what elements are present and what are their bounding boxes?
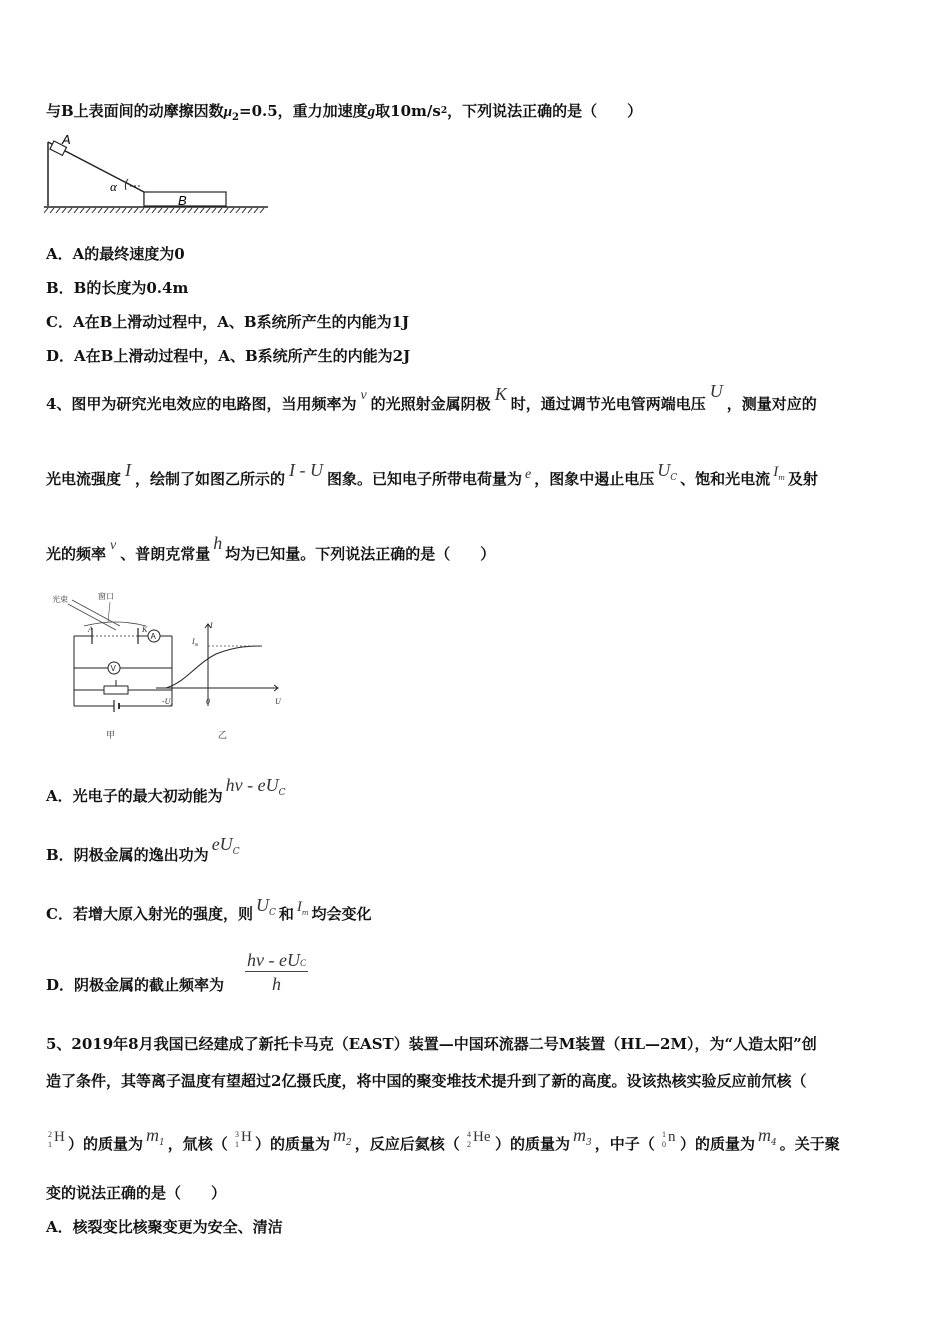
q4-stem-line3: 光的频率 v 、普朗克常量h均为已知量。下列说法正确的是（ ）: [46, 533, 496, 563]
q5-stem-line1: 5、2019年8月我国已经建成了新托卡马克（EAST）装置—中国环流器二号M装置（HL—2M），为“人造太阳”创: [46, 1035, 817, 1053]
fig-yi-label: 乙: [218, 731, 228, 741]
label-b: B: [178, 193, 187, 208]
q5-stem-line2: 造了条件，其等离子温度有望超过2亿摄氏度，将中国的聚变堆技术提升到了新的高度。设该热核实验反应前氘核（: [46, 1072, 807, 1090]
window-label: 窗口: [98, 592, 114, 601]
ammeter-label: A: [150, 632, 156, 641]
q3-stem: 与B上表面间的动摩擦因数$\mu_2=0.5$，重力加速度g取$10m/s^2$，下列说法正确的是（ ）: [46, 102, 643, 123]
nuclide-tritium: 3 1 H: [235, 1129, 252, 1149]
q4-stem-line2: 光电流强度 I ，绘制了如图乙所示的 I - U 图象。已知电子所带电荷量为 e ，图象中遏止电压 $U^C$ 、饱和光电流 $I^m$ 及射: [46, 460, 818, 488]
q4-option-a[interactable]: A．光电子的最大初动能为hv - $eU^C$: [46, 775, 286, 805]
i-axis-label: I: [210, 621, 213, 630]
u-axis-label: U: [275, 697, 281, 706]
q4-option-d-fraction: hv - eUC h: [247, 950, 306, 994]
photoelectric-figure: [46, 588, 296, 746]
voltmeter-label: V: [110, 664, 116, 673]
q4-stem-line1: 4、图甲为研究光电效应的电路图，当用频率为 v 的光照射金属阴极 K 时，通过调节光电管两端电压U，测量对应的: [46, 381, 817, 413]
q3-option-d[interactable]: D．A在B上滑动过程中，A、B系统所产生的内能为2J: [46, 347, 411, 365]
q4-option-d[interactable]: D．阴极金属的截止频率为: [46, 976, 225, 994]
incline-figure: [44, 130, 272, 214]
q5-option-a[interactable]: A．核裂变比核聚变更为安全、清洁: [46, 1218, 283, 1236]
label-alpha: α: [110, 179, 117, 194]
nuclide-neutron: 1 0 n: [662, 1129, 676, 1149]
anode-label: A: [88, 625, 93, 634]
nuclide-deuterium: 2 1 H: [48, 1129, 65, 1149]
q4-option-b[interactable]: B．阴极金属的逸出功为$eU^C$: [46, 834, 240, 864]
label-a: A: [62, 132, 71, 147]
fig-jia-label: 甲: [106, 731, 116, 741]
q3-option-c[interactable]: C．A在B上滑动过程中，A、B系统所产生的内能为1J: [46, 313, 410, 331]
q5-stem-line4: 变的说法正确的是（ ）: [46, 1184, 227, 1202]
nuclide-helium: 4 2 He: [467, 1129, 491, 1149]
q4-option-c[interactable]: C．若增大原入射光的强度，则 $U^C$ 和 $I^m$ 均会变化: [46, 895, 372, 923]
q5-stem-line3: 2 1 H ）的质量为 $m^1$ ，氚核（ 3 1 H ）的质量为 $m^2$ ，反应后氦核（ 4 2 He ）的质量为 $m^3$ ，中子（ 1 0 n ）的质量为 $m^4$ 。关于聚: [48, 1125, 840, 1153]
cathode-label: K: [142, 625, 148, 634]
neg-uc-label: $-U_c$: [162, 697, 173, 708]
origin-label: 0: [206, 697, 210, 706]
light-beam-label: 光束: [52, 595, 68, 604]
q3-option-b[interactable]: B．B的长度为0.4m: [46, 279, 189, 297]
q3-option-a[interactable]: A．A的最终速度为0: [46, 245, 185, 263]
im-label: $I_m$: [192, 637, 199, 648]
